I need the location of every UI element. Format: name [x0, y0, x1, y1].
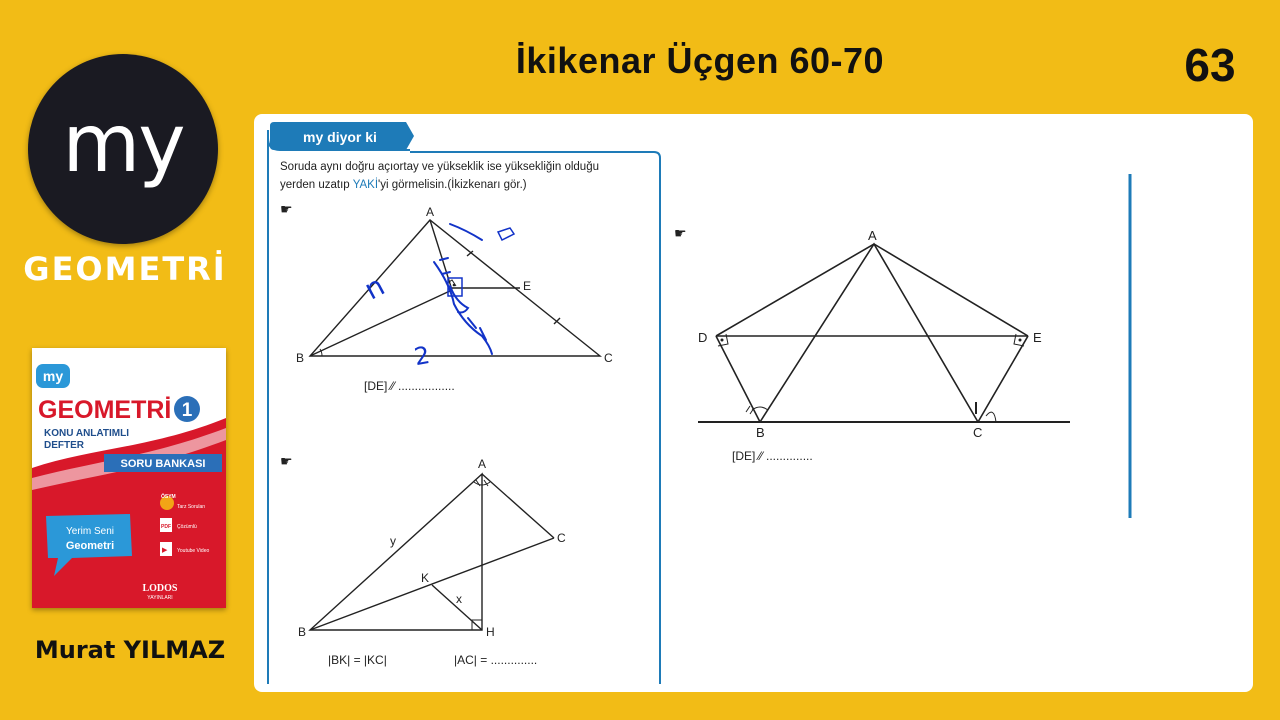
book-subtitle-1: KONU ANLATIMLI	[44, 428, 129, 439]
pointing-hand-icon: ☛	[674, 225, 687, 241]
p2-tick	[476, 480, 480, 486]
p1-dot	[453, 284, 456, 287]
hw-stroke	[442, 272, 450, 274]
p3-triangle-abc	[760, 244, 978, 422]
book-feature-2-label: Çözümlü	[177, 524, 197, 530]
note-line-2-start: yerden uzatıp	[280, 179, 353, 191]
book-title: GEOMETRİ	[38, 396, 172, 424]
note-line-2-end: 'yi görmelisin.(İkizkenarı gör.)	[378, 179, 527, 191]
p1-label-e: E	[523, 279, 532, 293]
p2-label-a: A	[478, 457, 487, 471]
p1-label-c: C	[604, 351, 613, 365]
hw-stroke	[440, 258, 448, 260]
worksheet-panel	[254, 114, 1253, 692]
book-brand: my	[42, 368, 64, 384]
p2-label-b: B	[298, 625, 307, 639]
problem2-figure	[310, 474, 554, 630]
note-yaki: YAKİ	[352, 179, 379, 191]
my-logo	[28, 54, 218, 244]
book-feature-1-badge: ÖSYM	[161, 494, 176, 500]
pen-icon	[498, 228, 514, 240]
note-line-2	[280, 178, 527, 191]
p3-label-a: A	[868, 228, 877, 243]
p3-label-e: E	[1033, 330, 1042, 345]
p3-label-b: B	[756, 425, 765, 440]
p3-dot	[721, 339, 724, 342]
logo-subtitle: GEOMETRİ	[23, 250, 227, 288]
p2-label-h: H	[486, 625, 495, 639]
book-publisher-sub: YAYINLARI	[147, 595, 173, 601]
book-subtitle-2: DEFTER	[44, 440, 84, 451]
p2-label-y: y	[390, 534, 396, 548]
p3-dot	[1019, 339, 1022, 342]
p1-label-a: A	[426, 205, 435, 219]
p3-line-e-c	[978, 336, 1028, 422]
book-feature-1-label: Tarz Soruları	[177, 504, 206, 510]
p2-label-x: x	[456, 592, 462, 606]
logo-text: my	[62, 97, 184, 190]
note-line-1: Soruda aynı doğru açıortay ve yükseklik ise yüksekliğin olduğu	[280, 161, 599, 173]
p3-label-c: C	[973, 425, 983, 440]
p2-label-k: K	[421, 571, 430, 585]
p3-label-d: D	[698, 330, 708, 345]
problem1-figure	[310, 220, 600, 356]
p3-lines-ad-ae	[716, 244, 1028, 336]
page-number: 63	[1184, 39, 1236, 91]
pointing-hand-icon: ☛	[280, 201, 293, 217]
p1-answer: [DE] ⁄⁄ .................	[364, 379, 455, 393]
hw-stroke	[450, 224, 482, 240]
tag-label: my diyor ki	[303, 129, 377, 145]
book-feature-2-badge: PDF	[161, 524, 171, 530]
book-feature-3-badge: ▶	[162, 547, 168, 554]
book-publisher: LODOS	[142, 583, 178, 594]
book-bubble-line1: Yerim Seni	[66, 526, 114, 537]
book-cover-art	[32, 348, 226, 608]
p1-hw-2: 2	[412, 340, 432, 372]
p3-tick	[746, 406, 750, 412]
problem3-figure	[698, 244, 1070, 422]
p2-label-c: C	[557, 531, 566, 545]
book-soru-bankasi: SORU BANKASI	[120, 458, 206, 470]
frame-right-line	[410, 152, 660, 684]
p1-hw-n: n	[358, 268, 390, 307]
p3-tick	[750, 408, 754, 414]
p2-answer: |AC| = ..............	[454, 653, 538, 667]
p3-angle-arc-c	[986, 412, 996, 422]
book-cover	[32, 348, 226, 608]
book-volume: 1	[181, 400, 193, 421]
p1-label-b: B	[296, 351, 305, 365]
p2-condition: |BK| = |KC|	[328, 653, 387, 667]
book-bubble-line2: Geometri	[65, 540, 115, 552]
p2-line-a-c	[482, 474, 554, 538]
book-feature-3-label: Youtube Video	[177, 548, 210, 554]
author-name: Murat YILMAZ	[34, 636, 226, 664]
p3-answer: [DE] ⁄⁄ ..............	[732, 449, 813, 463]
pointing-hand-icon: ☛	[280, 453, 293, 469]
p1-handwriting	[434, 224, 514, 354]
p2-line-b-c	[310, 538, 554, 630]
hw-stroke	[434, 262, 492, 354]
page-title: İkikenar Üçgen 60-70	[515, 40, 885, 81]
worksheet-content	[254, 114, 1253, 692]
